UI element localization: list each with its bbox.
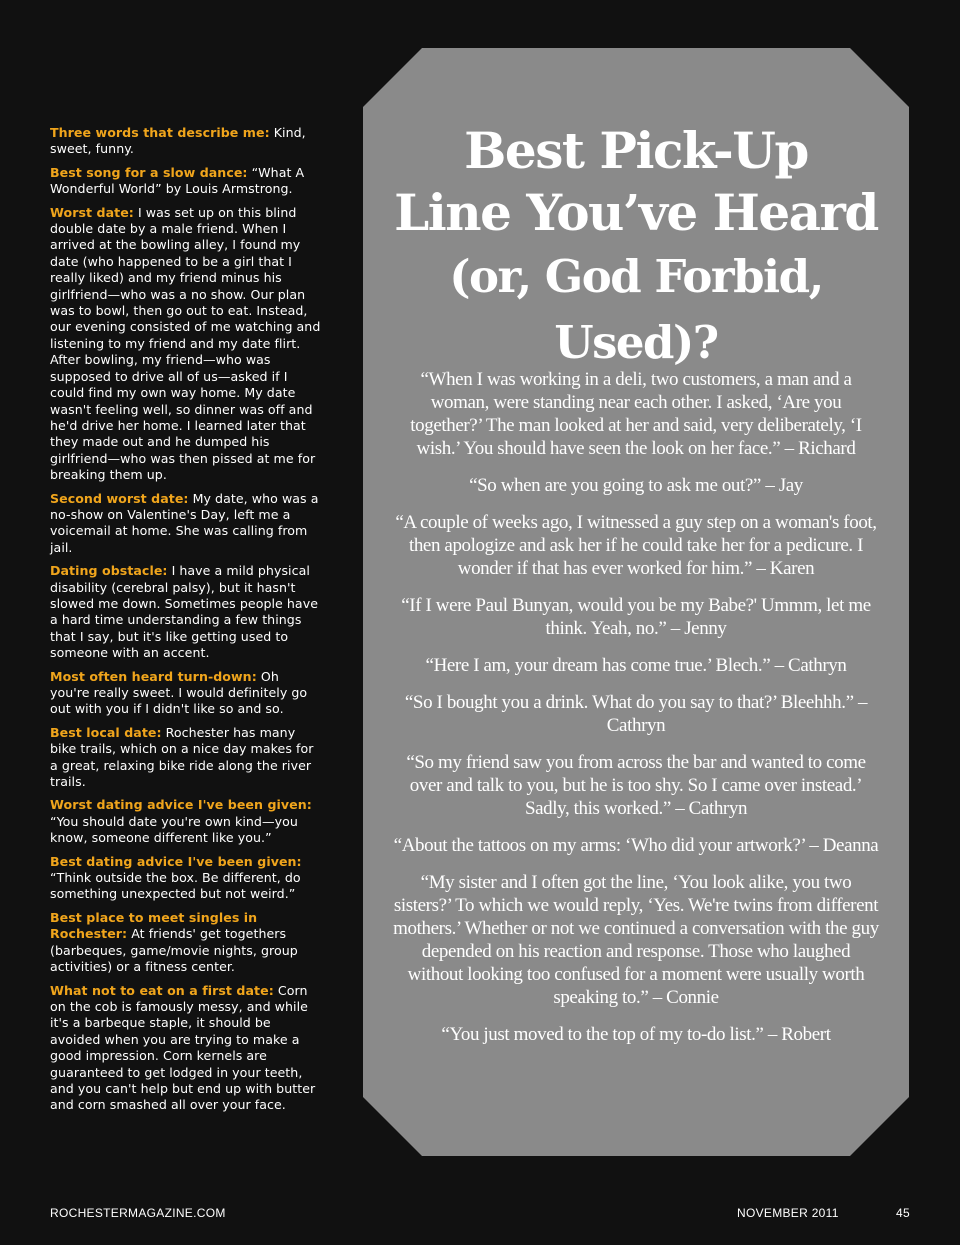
quote-item: “If I were Paul Bunyan, would you be my Babe?' Ummm, let me think. Yeah, no.” – Jenny <box>401 595 871 639</box>
qa-question: Worst date: <box>50 204 134 220</box>
quote-item: “A couple of weeks ago, I witnessed a guy step on a woman's foot, then apologize and ask her if he could take her for a pedicure. I wonder if that has ever worked for him.” – Karen <box>395 512 877 579</box>
qa-answer: Rochester has many bike trails, which on a nice day makes for a great, relaxing bike ride along the river trails. <box>50 724 314 790</box>
qa-item <box>50 125 322 158</box>
qa-answer: I have a mild physical disability (cerebral palsy), but it hasn't slowed me down. Sometimes people have a hard time understanding a few things that I say, but it's like getting used to someone with an accent. <box>50 563 318 661</box>
qa-question: Most often heard turn-down: <box>50 668 257 684</box>
qa-answer: Kind, sweet, funny. <box>50 125 306 157</box>
panel-title-line-3: (or, God Forbid, Used)? <box>449 250 823 369</box>
qa-answer: I was set up on this blind double date by a male friend. When I arrived at the bowling alley, I found my date (who happened to be a girl that I really liked) and my friend minus his girlfriend—who was a no show. Our plan was to bowl, then go out to eat. Instead, our evening consisted of me watching and listening to my friend and my date flirt. After bowling, my friend—who was supposed to drive all of us—asked if I could find my own way home. My date wasn't feeling well, so dinner was off and he'd drive her home. I learned later that they made out and he dumped his girlfriend—who was then pissed at me for breaking them up. <box>50 204 321 483</box>
panel-title <box>363 120 909 376</box>
qa-item <box>50 491 322 557</box>
qa-question: Best place to meet singles in Rochester: <box>50 909 258 942</box>
qa-question: Three words that describe me: <box>50 125 270 140</box>
qa-question: Best local date: <box>50 724 162 740</box>
qa-answer: Oh you're really sweet. I would definitely go out with you if I didn't like so and so. <box>50 668 308 717</box>
qa-question: Worst dating advice I've been given: <box>50 797 312 813</box>
qa-answer: Corn on the cob is famously messy, and while it's a barbeque staple, it should be avoided when you are trying to make a good impression. Corn kernels are guaranteed to get lodged in your teeth, and you can't help but end up with butter and corn smashed all over your face. <box>50 982 316 1113</box>
quotes-list <box>393 368 879 1060</box>
qa-answer: “Think outside the box. Be different, do something unexpected but not weird.” <box>50 870 301 902</box>
quote-item: “So when are you going to ask me out?” – Jay <box>469 475 803 496</box>
quote-item: “When I was working in a deli, two customers, a man and a woman, were standing near each other. I asked, ‘Are you together?’ The man looked at her and said, very deliberately, ‘I wish.’ You should have seen the look on her face.” – Richard <box>410 369 862 459</box>
sidebar-profile <box>50 125 322 1121</box>
qa-answer: “You should date you're own kind—you know, someone different like you.” <box>50 813 298 846</box>
qa-item <box>50 725 322 791</box>
footer-site: ROCHESTERMAGAZINE.COM <box>50 1206 226 1220</box>
qa-question: Dating obstacle: <box>50 563 168 579</box>
footer-page-number: 45 <box>896 1206 910 1220</box>
footer-date: NOVEMBER 2011 <box>737 1206 839 1220</box>
panel-title-line-1: Best Pick-Up <box>464 121 808 180</box>
qa-item <box>50 563 322 661</box>
quote-item: “About the tattoos on my arms: ‘Who did your artwork?’ – Deanna <box>393 835 879 856</box>
qa-item <box>50 983 322 1114</box>
qa-answer: At friends' get togethers (barbeques, game/movie nights, group activities) or a fitness center. <box>50 926 298 975</box>
qa-item <box>50 854 322 903</box>
qa-item <box>50 669 322 718</box>
qa-answer: My date, who was a no-show on Valentine's Day, left me a voicemail at home. She was calling from jail. <box>50 490 319 555</box>
qa-item <box>50 165 322 198</box>
quote-item: “Here I am, your dream has come true.’ Blech.” – Cathryn <box>425 655 847 676</box>
qa-answer: “What A Wonderful World” by Louis Armstrong. <box>50 164 305 197</box>
qa-question: Best dating advice I've been given: <box>50 853 302 869</box>
qa-question: What not to eat on a first date: <box>50 982 274 998</box>
quote-item: “So my friend saw you from across the bar and wanted to come over and talk to you, but he is too shy. So I came over instead.’ Sadly, this worked.” – Cathryn <box>406 752 866 819</box>
panel-title-line-2: Line You’ve Heard <box>394 183 878 242</box>
quote-item: “You just moved to the top of my to-do list.” – Robert <box>441 1024 831 1045</box>
qa-question: Second worst date: <box>50 490 189 506</box>
quote-panel <box>363 48 909 1156</box>
qa-item <box>50 910 322 976</box>
quote-item: “So I bought you a drink. What do you say to that?’ Bleehhh.” – Cathryn <box>404 692 868 736</box>
quote-item: “My sister and I often got the line, ‘You look alike, you two sisters?’ To which we would reply, ‘Yes. We're twins from different mothers.’ Whether or not we continued a conversation with the guy depended on his reaction and response. Those who laughed without looking too confused for a moment were usually worth speaking to.” – Connie <box>393 872 879 1008</box>
qa-item <box>50 205 322 484</box>
qa-question: Best song for a slow dance: <box>50 164 248 180</box>
qa-item <box>50 797 322 846</box>
